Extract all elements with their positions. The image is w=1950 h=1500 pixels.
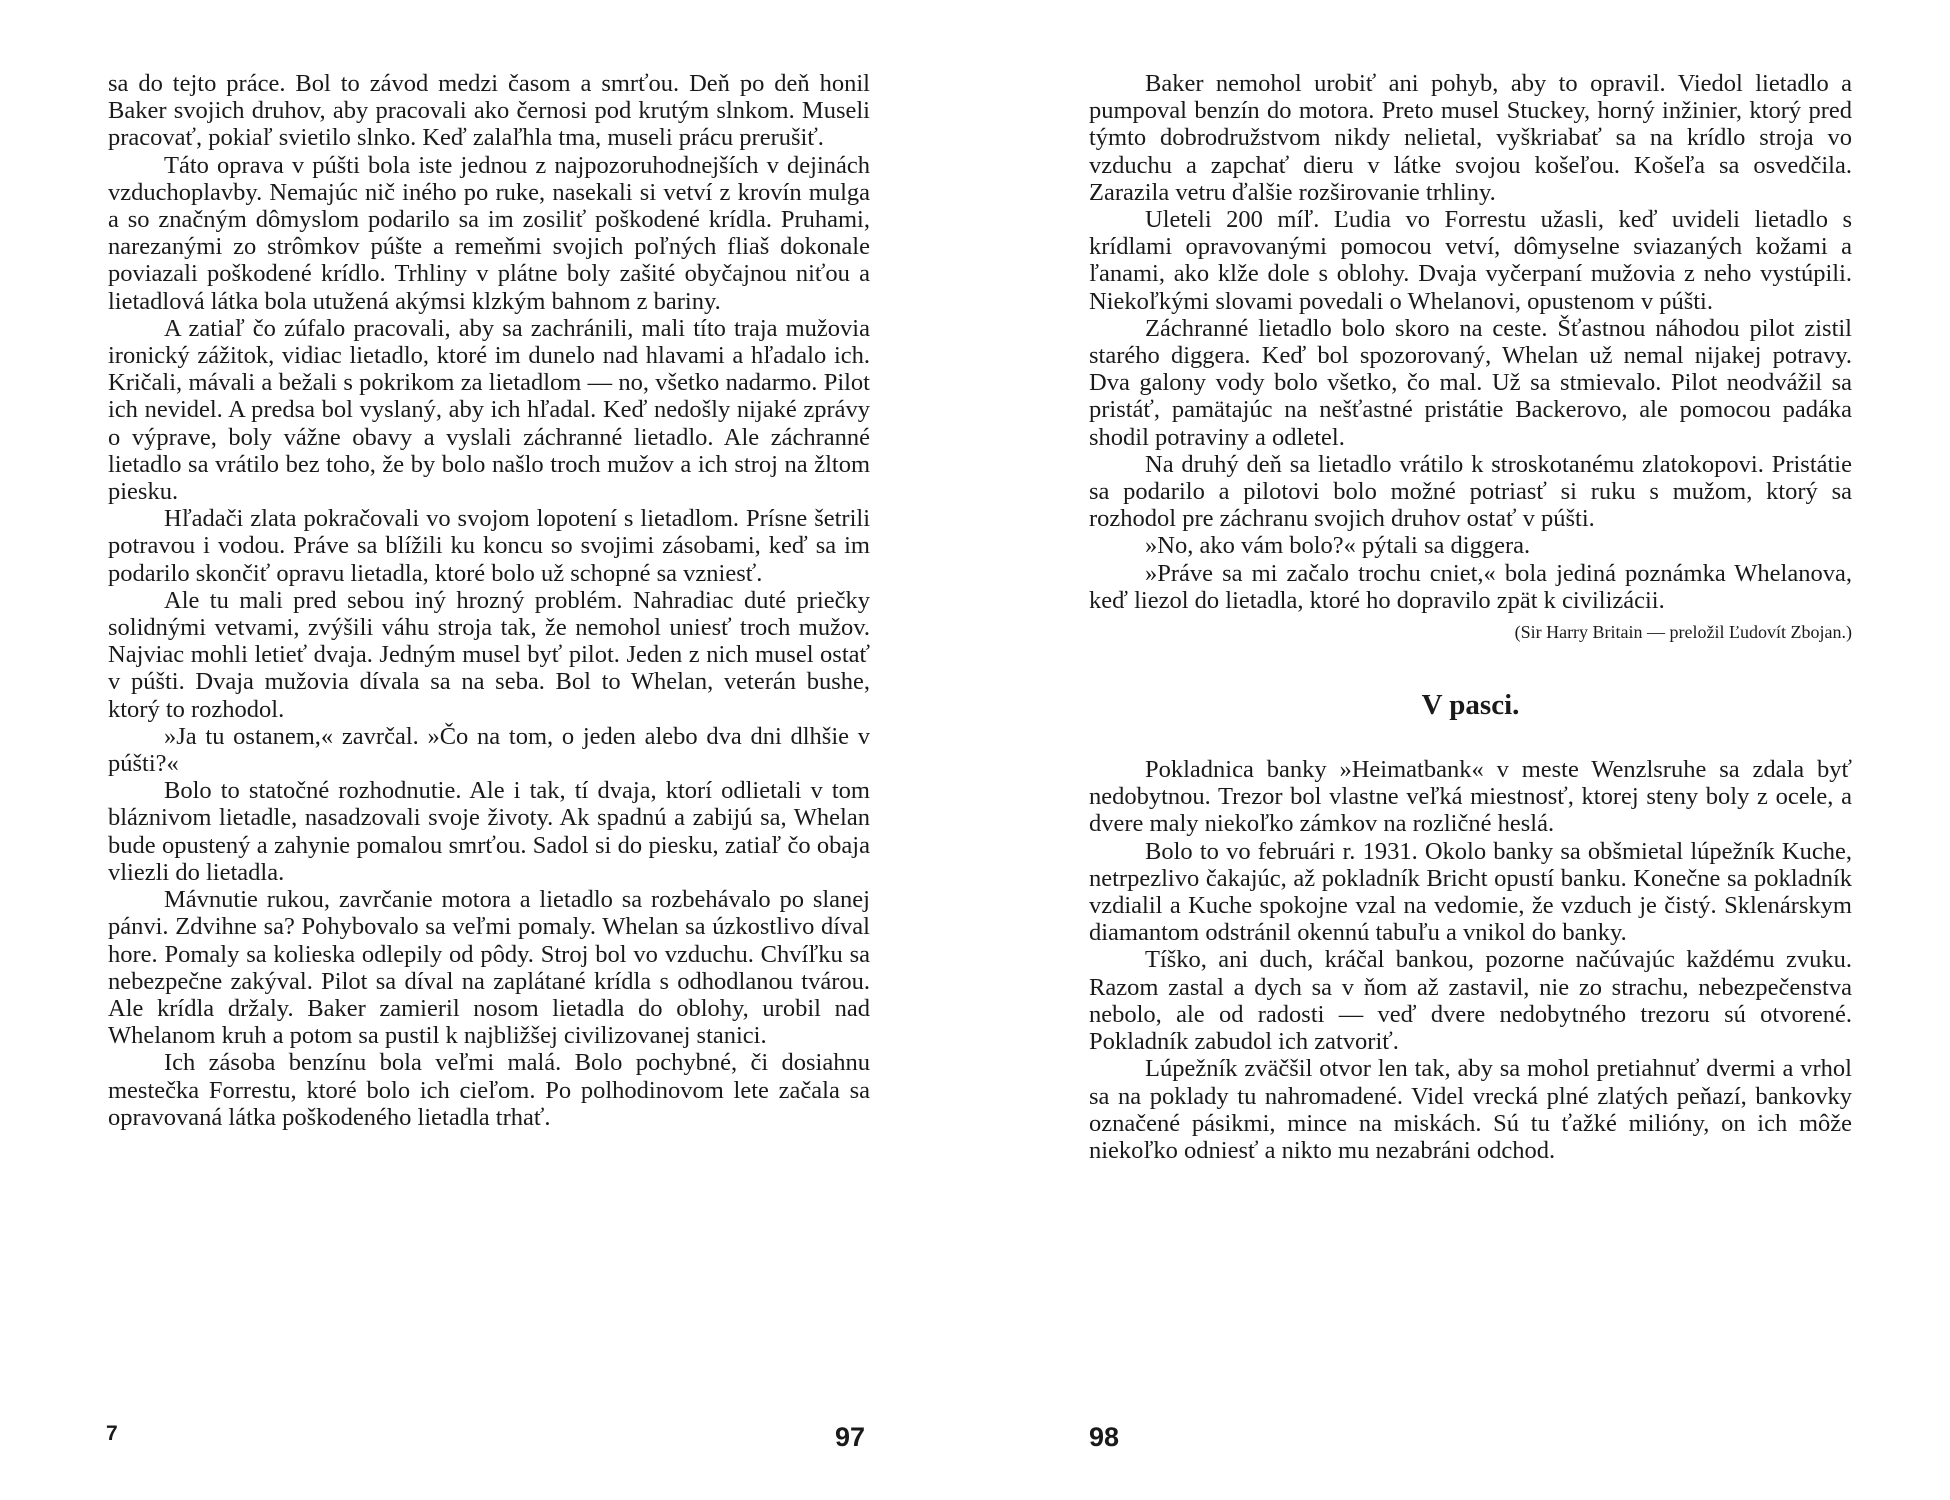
paragraph: Ale tu mali pred sebou iný hrozný problém. Nahradiac duté priečky solidnými vetvami, zvýšili váhu stroja tak, že nemohol uniesť troch mužov. Najviac mohli letieť dvaja. Jedným musel byť pilot. Jeden z nich musel ostať v púšti. Dvaja mužovia dívala sa na seba. Bol to Whelan, veterán bushe, ktorý to rozhodol. (108, 586, 870, 723)
paragraph: Táto oprava v púšti bola iste jednou z najpozoruhodnejších v dejinách vzduchoplavby. Nemajúc nič iného po ruke, nasekali si vetví z krovín mulga a so značným dômyslom podarilo sa im zosiliť poškodené krídla. Pruhami, narezanými zo strômkov púšte a remeňmi svojich poľných fliaš dokonale poviazali poškodené krídlo. Trhliny v plátne boly zašité obyčajnou niťou a lietadlová látka bola utužená akýmsi klzkým bahnom z bariny. (108, 151, 870, 315)
paragraph: Uleteli 200 míľ. Ľudia vo Forrestu užasli, keď uvideli lietadlo s krídlami opravovanými pomocou vetví, dômyselne sviazaných kožami a ľanami, ako klže dole s oblohy. Dvaja vyčerpaní mužovia z neho vystúpili. Niekoľkými slovami povedali o Whelanovi, opustenom v púšti. (1089, 206, 1852, 315)
paragraph: sa do tejto práce. Bol to závod medzi časom a smrťou. Deň po deň honil Baker svojich druhov, aby pracovali ako černosi pod krutým slnkom. Museli pracovať, pokiaľ svietilo slnko. Keď zalaľhla tma, museli prácu prerušiť. (108, 70, 870, 152)
paragraph: Baker nemohol urobiť ani pohyb, aby to opravil. Viedol lietadlo a pumpoval benzín do motora. Preto musel Stuckey, horný inžinier, ktorý pred týmto dobrodružstvom nikdy nelietal, vyškriabať sa na krídlo stroja vo vzduchu a zapchať dieru v látke svojou košeľou. Košeľa sa osvedčila. Zarazila vetru ďalšie rozširovanie trhliny. (1089, 70, 1852, 206)
paragraph: »No, ako vám bolo?« pýtali sa diggera. (1145, 532, 1531, 560)
paragraph: Pokladnica banky »Heimatbank« v meste Wenzlsruhe sa zdala byť nedobytnou. Trezor bol vlastne veľká miestnosť, ktorej steny boly z ocele, a dvere maly niekoľko zámkov na rozličné heslá. (1089, 756, 1852, 838)
left-page (108, 70, 870, 1131)
page-number-left: 97 (835, 1422, 866, 1452)
translation-credit: (Sir Harry Britain — preložil Ľudovít Zbojan.) (1514, 622, 1852, 643)
paragraph: Záchranné lietadlo bolo skoro na ceste. Šťastnou náhodou pilot zistil starého diggera. Keď bol spozorovaný, Whelan už nemal nijakej potravy. Dva galony vody bolo všetko, čo mal. Už sa stmievalo. Pilot neodvážil sa pristáť, pamätajúc na nešťastné pristátie Backerovo, ale pomocou padáka shodil potraviny a odletel. (1089, 314, 1852, 451)
page-number-right: 98 (1089, 1422, 1120, 1452)
right-page (1089, 70, 1852, 1164)
paragraph: Bolo to vo februári r. 1931. Okolo banky sa obšmietal lúpežník Kuche, netrpezlivo čakajúc, až pokladník Bricht opustí banku. Konečne sa pokladník vzdialil a Kuche spokojne vzal na vedomie, že vzduch je čistý. Sklenárskym diamantom odstránil okennú tabuľu a vnikol do banky. (1089, 837, 1852, 947)
paragraph: Lúpežník zväčšil otvor len tak, aby sa mohol pretiahnuť dvermi a vrhol sa na poklady tu nahromadené. Videl vrecká plné zlatých peňazí, bankovky označené pásikmi, mince na miskách. Sú tu ťažké milióny, on ich môže niekoľko odniesť a nikto mu nezabráni odchod. (1089, 1055, 1852, 1164)
paragraph: Hľadači zlata pokračovali vo svojom lopotení s lietadlom. Prísne šetrili potravou i vodou. Práve sa blížili ku koncu so svojimi zásobami, keď sa im podarilo skončiť opravu lietadla, ktoré bolo už schopné sa vzniesť. (108, 505, 870, 587)
paragraph: Tíško, ani duch, kráčal bankou, pozorne načúvajúc každému zvuku. Razom zastal a dych sa v ňom až zastavil, nie zo strachu, nebezpečenstva nebolo, ale od radosti — veď dvere nedobytného trezoru sú otvorené. Pokladník zabudol ich zatvoriť. (1089, 946, 1852, 1056)
story-title: V pasci. (1421, 689, 1520, 722)
paragraph: Na druhý deň sa lietadlo vrátilo k stroskotanému zlatokopovi. Pristátie sa podarilo a pilotovi bolo možné potriasť si ruku s mužom, ktorý sa rozhodol pre záchranu svojich druhov ostať v púšti. (1089, 450, 1852, 533)
paragraph: »Práve sa mi začalo trochu cniet,« bola jediná poznámka Whelanova, keď liezol do lietadla, ktoré ho dopravilo zpät k civilizácii. (1089, 559, 1852, 614)
paragraph: Bolo to statočné rozhodnutie. Ale i tak, tí dvaja, ktorí odlietali v tom bláznivom lietadle, nasadzovali svoje životy. Ak spadnú a zabijú sa, Whelan bude opustený a zahynie pomalou smrťou. Sadol si do piesku, zatiaľ čo obaja vliezli do lietadla. (108, 777, 870, 886)
paragraph: A zatiaľ čo zúfalo pracovali, aby sa zachránili, mali títo traja mužovia ironický zážitok, vidiac lietadlo, ktoré im dunelo nad hlavami a hľadalo ich. Kričali, mávali a bežali s pokrikom za lietadlom — no, všetko nadarmo. Pilot ich nevidel. A predsa bol vyslaný, aby ich hľadal. Keď nedošly nijaké zprávy o výprave, boly vážne obavy a vyslali záchranné lietadlo. Ale záchranné lietadlo sa vrátilo bez toho, že by bolo našlo troch mužov a ich stroj na žltom piesku. (108, 314, 870, 506)
paragraph: Ich zásoba benzínu bola veľmi malá. Bolo pochybné, či dosiahnu mestečka Forrestu, ktoré bolo ich cieľom. Po polhodinovom lete začala sa opravovaná látka poškodeného lietadla trhať. (108, 1049, 870, 1131)
paragraph: »Ja tu ostanem,« zavrčal. »Čo na tom, o jeden alebo dva dni dlhšie v púšti?« (108, 722, 870, 778)
paragraph: Mávnutie rukou, zavrčanie motora a lietadlo sa rozbehávalo po slanej pánvi. Zdvihne sa? Pohybovalo sa veľmi pomaly. Whelan sa úzkostlivo díval hore. Pomaly sa kolieska odlepily od pôdy. Stroj bol vo vzduchu. Chvíľku sa nebezpečne zakýval. Pilot sa díval na zaplátané krídla s odhodlanou tvárou. Ale krídla držaly. Baker zamieril nosom lietadla do oblohy, urobil nad Whelanom kruh a potom sa pustil k najbližšej civilizovanej stanici. (108, 886, 870, 1050)
printer-signature-mark: 7 (106, 1422, 118, 1445)
